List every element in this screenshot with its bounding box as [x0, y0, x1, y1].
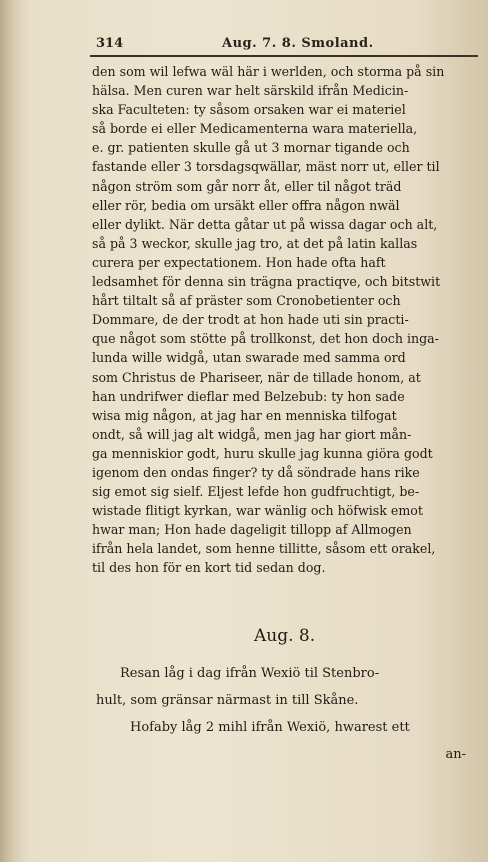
text-line: han undrifwer dieflar med Belzebub: ty hon sade [92, 388, 405, 404]
text-line: ifrån hela landet, som henne tillitte, såsom ett orakel, [92, 541, 436, 557]
running-title: Aug. 7. 8. Smoland. [222, 36, 374, 51]
text-line: wistade flitigt kyrkan, war wänlig och höfwisk emot [92, 503, 423, 519]
text-line: Hofaby låg 2 mihl ifrån Wexiö, hwarest ett [130, 720, 410, 735]
text-line: Dommare, de der trodt at hon hade uti sin practi- [92, 312, 409, 328]
text-line: e. gr. patienten skulle gå ut 3 mornar tigande och [92, 140, 410, 156]
text-line: så borde ei eller Medicamenterna wara materiella, [92, 121, 418, 137]
text-line: an- [445, 747, 466, 762]
text-line: ska Faculteten: ty såsom orsaken war ei materiel [92, 102, 406, 118]
text-line: som Christus de Phariseer, när de tillade honom, at [92, 369, 421, 385]
text-line: que något som stötte på trollkonst, det hon doch inga- [92, 331, 439, 347]
text-line: hwar man; Hon hade dageligit tillopp af Allmogen [92, 522, 412, 538]
text-line: hälsa. Men curen war helt särskild ifrån Medicin- [92, 83, 409, 99]
text-line: eller rör, bedia om ursäkt eller offra någon nwäl [92, 197, 400, 213]
text-line: någon ström som går norr åt, eller til något träd [92, 178, 402, 194]
text-line: Resan låg i dag ifrån Wexiö til Stenbro- [120, 666, 380, 681]
paragraph-2 [96, 660, 478, 768]
text-line: ga menniskior godt, huru skulle jag kunna giöra godt [92, 445, 433, 461]
text-line: ondt, så will jag alt widgå, men jag har giort mån- [92, 426, 412, 442]
text-line: fastande eller 3 torsdagsqwällar, mäst norr ut, eller til [92, 159, 440, 175]
text-line: til des hon för en kort tid sedan dog. [92, 560, 326, 576]
section-heading: Aug. 8. [254, 626, 316, 646]
text-line: wisa mig någon, at jag har en menniska tilfogat [92, 407, 397, 423]
header-rule [90, 55, 478, 57]
text-line: hårt tiltalt så af präster som Cronobetienter och [92, 293, 401, 309]
text-line: sig emot sig sielf. Eljest lefde hon gudfruchtigt, be- [92, 484, 420, 500]
page-number: 314 [96, 36, 124, 51]
text-line: ledsamhet för denna sin trägna practiqve, och bitstwit [92, 274, 441, 290]
page-gutter-shadow [0, 0, 20, 862]
text-line: så på 3 weckor, skulle jag tro, at det på latin kallas [92, 235, 418, 251]
paragraph-1 [92, 62, 478, 578]
text-line: den som wil lefwa wäl här i werlden, och storma på sin [92, 64, 445, 79]
text-line: igenom den ondas finger? ty då söndrade hans rike [92, 464, 420, 480]
text-line: eller dylikt. När detta gåtar ut på wissa dagar och alt, [92, 216, 438, 232]
text-line: curera per expectationem. Hon hade ofta haft [92, 254, 386, 270]
text-line: lunda wille widgå, utan swarade med samma ord [92, 350, 406, 366]
text-line: hult, som gränsar närmast in till Skåne. [96, 693, 359, 708]
